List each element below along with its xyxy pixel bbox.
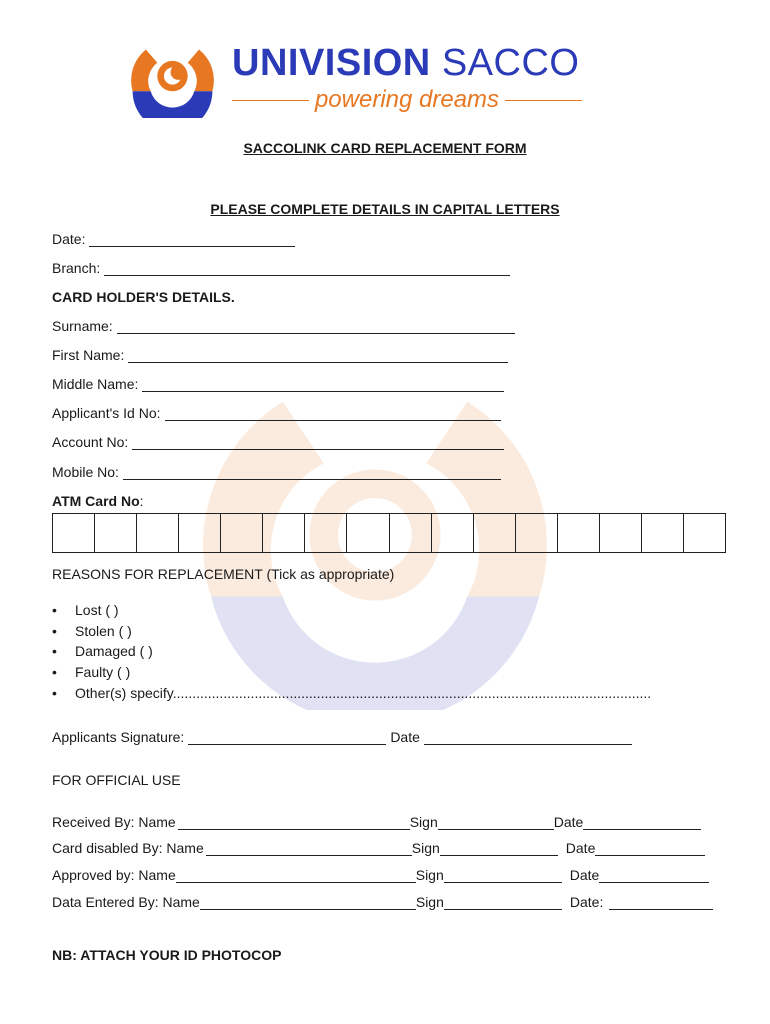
- entered-name-label: Data Entered By: Name: [52, 894, 200, 910]
- atm-digit-box[interactable]: [558, 514, 600, 552]
- received-sign-line[interactable]: [438, 815, 554, 830]
- reason-lost: Lost ( ): [75, 602, 119, 619]
- middle-name-label: Middle Name:: [52, 376, 139, 392]
- atm-digit-box[interactable]: [347, 514, 389, 552]
- date-input-line[interactable]: [89, 232, 295, 247]
- middle-name-field[interactable]: [52, 376, 504, 392]
- disabled-sign-line[interactable]: [440, 841, 558, 856]
- atm-digit-box[interactable]: [642, 514, 684, 552]
- form-title: SACCOLINK CARD REPLACEMENT FORM: [243, 140, 527, 156]
- atm-digit-box[interactable]: [263, 514, 305, 552]
- list-item[interactable]: [52, 621, 651, 642]
- disabled-name-line[interactable]: [206, 841, 412, 856]
- approved-sign-label: Sign: [415, 867, 444, 883]
- applicant-signature-row[interactable]: [52, 729, 632, 745]
- received-sign-label: Sign: [409, 814, 438, 830]
- disabled-date-line[interactable]: [595, 841, 705, 856]
- date-field[interactable]: [52, 231, 295, 247]
- list-item[interactable]: [52, 682, 651, 703]
- surname-input-line[interactable]: [117, 319, 515, 334]
- official-row-received[interactable]: [52, 814, 701, 830]
- received-date-label: Date: [553, 814, 584, 830]
- branch-field[interactable]: [52, 260, 510, 276]
- official-row-approved[interactable]: [52, 867, 709, 883]
- atm-digit-box[interactable]: [95, 514, 137, 552]
- account-no-label: Account No:: [52, 434, 129, 450]
- signature-date-input-line[interactable]: [424, 730, 632, 745]
- atm-digit-box[interactable]: [474, 514, 516, 552]
- tagline: powering dreams: [314, 86, 500, 113]
- middle-name-input-line[interactable]: [142, 377, 504, 392]
- first-name-input-line[interactable]: [128, 348, 508, 363]
- reason-stolen: Stolen ( ): [75, 622, 132, 639]
- reasons-list: [52, 600, 651, 703]
- mobile-no-label: Mobile No:: [52, 464, 119, 480]
- bullet-icon: •: [52, 643, 57, 660]
- mobile-no-input-line[interactable]: [123, 465, 501, 480]
- brand-name: [232, 42, 579, 85]
- atm-card-label: ATM Card No: [52, 493, 140, 509]
- tagline-rule-left: [232, 100, 309, 101]
- received-name-label: Received By: Name: [52, 814, 176, 830]
- univision-logo-icon: [125, 38, 220, 118]
- reason-other: Other(s) specify...........................................................................................................................: [75, 684, 652, 701]
- brand-name-bold: UNIVISION: [232, 42, 431, 84]
- bullet-icon: •: [52, 664, 57, 681]
- official-use-heading: FOR OFFICIAL USE: [52, 772, 181, 788]
- disabled-sign-label: Sign: [411, 840, 440, 856]
- surname-field[interactable]: [52, 318, 515, 334]
- approved-date-line[interactable]: [599, 868, 709, 883]
- atm-digit-box[interactable]: [432, 514, 474, 552]
- bullet-icon: •: [52, 684, 57, 701]
- reason-faulty: Faulty ( ): [75, 664, 131, 681]
- list-item[interactable]: [52, 641, 651, 662]
- card-holder-heading: CARD HOLDER'S DETAILS.: [52, 289, 235, 305]
- disabled-name-label: Card disabled By: Name: [52, 840, 204, 856]
- approved-name-line[interactable]: [176, 868, 416, 883]
- account-no-input-line[interactable]: [132, 435, 504, 450]
- received-name-line[interactable]: [178, 815, 410, 830]
- account-no-field[interactable]: [52, 434, 504, 450]
- atm-digit-box[interactable]: [684, 514, 725, 552]
- atm-card-heading: [52, 493, 144, 509]
- entered-sign-line[interactable]: [444, 895, 562, 910]
- atm-card-number-grid[interactable]: [52, 513, 726, 553]
- signature-input-line[interactable]: [188, 730, 386, 745]
- atm-digit-box[interactable]: [53, 514, 95, 552]
- signature-label: Applicants Signature:: [52, 729, 185, 745]
- approved-date-label: Date: [569, 867, 600, 883]
- atm-digit-box[interactable]: [221, 514, 263, 552]
- branch-label: Branch:: [52, 260, 101, 276]
- branch-input-line[interactable]: [104, 261, 510, 276]
- mobile-no-field[interactable]: [52, 464, 501, 480]
- entered-date-line[interactable]: [609, 895, 713, 910]
- entered-sign-label: Sign: [415, 894, 444, 910]
- disabled-date-label: Date: [565, 840, 596, 856]
- list-item[interactable]: [52, 600, 651, 621]
- atm-digit-box[interactable]: [516, 514, 558, 552]
- applicant-id-label: Applicant's Id No:: [52, 405, 161, 421]
- bullet-icon: •: [52, 622, 57, 639]
- first-name-field[interactable]: [52, 347, 508, 363]
- official-row-card-disabled[interactable]: [52, 840, 705, 856]
- list-item[interactable]: [52, 662, 651, 683]
- official-row-data-entered[interactable]: [52, 894, 713, 910]
- approved-name-label: Approved by: Name: [52, 867, 176, 883]
- bullet-icon: •: [52, 602, 57, 619]
- first-name-label: First Name:: [52, 347, 125, 363]
- form-instruction: PLEASE COMPLETE DETAILS IN CAPITAL LETTERS: [210, 201, 560, 217]
- reasons-heading: REASONS FOR REPLACEMENT (Tick as appropriate): [52, 566, 395, 582]
- tagline-row: [232, 84, 582, 116]
- applicant-id-input-line[interactable]: [165, 406, 501, 421]
- received-date-line[interactable]: [583, 815, 701, 830]
- brand-name-light: SACCO: [441, 42, 580, 84]
- date-label: Date:: [52, 231, 86, 247]
- entered-name-line[interactable]: [200, 895, 416, 910]
- atm-digit-box[interactable]: [305, 514, 347, 552]
- atm-digit-box[interactable]: [137, 514, 179, 552]
- approved-sign-line[interactable]: [444, 868, 562, 883]
- entered-date-label: Date:: [569, 894, 604, 910]
- applicant-id-field[interactable]: [52, 405, 501, 421]
- reason-damaged: Damaged ( ): [75, 643, 153, 660]
- surname-label: Surname:: [52, 318, 113, 334]
- nb-note: NB: ATTACH YOUR ID PHOTOCOP: [52, 947, 282, 963]
- atm-digit-box[interactable]: [600, 514, 642, 552]
- atm-digit-box[interactable]: [179, 514, 221, 552]
- atm-card-colon: :: [139, 493, 144, 509]
- signature-date-label: Date: [390, 729, 420, 745]
- tagline-rule-right: [505, 100, 582, 101]
- atm-digit-box[interactable]: [390, 514, 432, 552]
